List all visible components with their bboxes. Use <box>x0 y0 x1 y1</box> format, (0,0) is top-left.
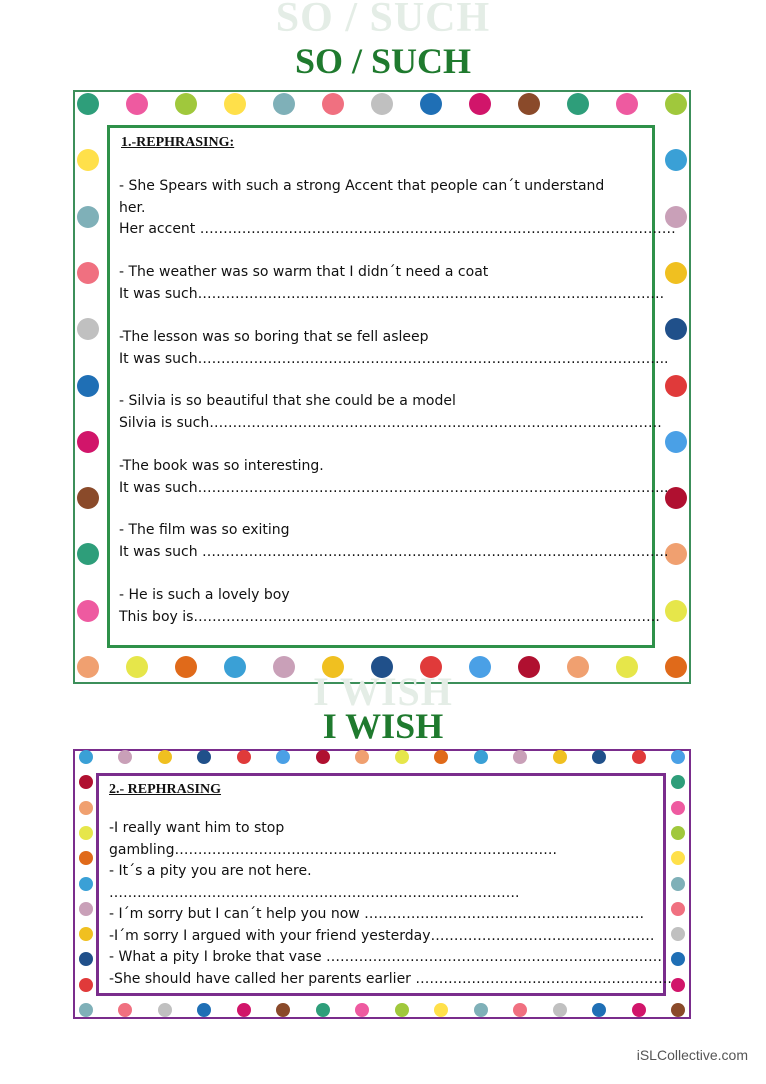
decorative-dot <box>79 801 93 815</box>
section-title-rephrasing-1: 1.-REPHRASING: <box>121 135 235 150</box>
exercise-line: - Silvia is so beautiful that she could be a model <box>119 393 456 409</box>
answer-line: It was such……………………………………………………………………………………….. <box>119 480 669 496</box>
decorative-dot <box>395 750 409 764</box>
decorative-dot <box>518 93 540 115</box>
exercise-line: - I´m sorry but I can´t help you now …………………………………………………… <box>109 906 645 922</box>
decorative-dot <box>474 1003 488 1017</box>
decorative-dot <box>322 93 344 115</box>
decorative-dot <box>592 750 606 764</box>
decorative-dot <box>592 1003 606 1017</box>
decorative-dot <box>665 375 687 397</box>
decorative-dot <box>671 902 685 916</box>
answer-line: gambling………………………………………………………………………. <box>109 842 557 858</box>
page-title-i-wish: I WISH <box>322 706 444 746</box>
decorative-dot <box>79 877 93 891</box>
decorative-dot <box>79 902 93 916</box>
exercise-line: - The weather was so warm that I didn´t need a coat <box>119 264 489 280</box>
decorative-dot <box>237 750 251 764</box>
decorative-dot <box>79 978 93 992</box>
exercise-line: - He is such a lovely boy <box>119 587 290 603</box>
decorative-dot <box>632 750 646 764</box>
decorative-dot <box>77 375 99 397</box>
decorative-dot <box>316 750 330 764</box>
answer-line: Her accent ………………………………………………………………………………………… <box>119 221 676 237</box>
exercise-line: -The book was so interesting. <box>119 458 324 474</box>
decorative-dot <box>77 600 99 622</box>
decorative-dot <box>474 750 488 764</box>
decorative-dot <box>79 826 93 840</box>
decorative-dot <box>671 826 685 840</box>
decorative-dot <box>469 93 491 115</box>
decorative-dot <box>77 431 99 453</box>
watermark-text: iSLCollective.com <box>636 1047 748 1063</box>
decorative-dot <box>671 750 685 764</box>
exercise-box-rephrasing-1 <box>107 125 655 648</box>
decorative-dot <box>420 93 442 115</box>
ghost-title-so-such: SO / SUCH <box>275 0 491 41</box>
decorative-dot <box>79 927 93 941</box>
decorative-dot <box>665 262 687 284</box>
exercise-line: - What a pity I broke that vase ……………………………………………………………… <box>109 949 663 965</box>
decorative-dot <box>567 93 589 115</box>
page-title-so-such: SO / SUCH <box>294 41 472 81</box>
decorative-dot <box>77 487 99 509</box>
exercise-line: -The lesson was so boring that se fell asleep <box>119 329 429 345</box>
answer-line: It was such………………………………………………………………………………………. <box>119 286 665 302</box>
decorative-dot <box>671 927 685 941</box>
decorative-dot <box>632 1003 646 1017</box>
decorative-dot <box>616 93 638 115</box>
decorative-dot <box>77 206 99 228</box>
decorative-dot <box>665 431 687 453</box>
exercise-line: her. <box>119 200 146 216</box>
decorative-dot <box>224 93 246 115</box>
answer-line: It was such ………………………………………………………………………………………. <box>119 544 669 560</box>
section-title-rephrasing-2: 2.- REPHRASING <box>109 782 222 797</box>
decorative-dot <box>671 877 685 891</box>
decorative-dot <box>158 1003 172 1017</box>
decorative-dot <box>126 93 148 115</box>
decorative-dot <box>671 1003 685 1017</box>
decorative-dot <box>158 750 172 764</box>
exercise-line: -I really want him to stop <box>109 820 285 836</box>
decorative-dot <box>79 750 93 764</box>
decorative-dot <box>79 1003 93 1017</box>
decorative-dot <box>371 93 393 115</box>
exercise-line: - It´s a pity you are not here. <box>109 863 312 879</box>
exercise-line: -I´m sorry I argued with your friend yesterday………………………………………… <box>109 928 655 944</box>
decorative-dot <box>316 1003 330 1017</box>
answer-line: It was such……………………………………………………………………………………….. <box>119 351 669 367</box>
answer-line: ……………………………………………………………………………. <box>109 885 520 901</box>
exercise-line: - The film was so exiting <box>119 522 290 538</box>
answer-line: Silvia is such……………………………………………………………………………………. <box>119 415 662 431</box>
answer-line: This boy is………………………………………………………………………………………. <box>119 609 660 625</box>
decorative-dot <box>273 93 295 115</box>
exercise-line: -She should have called her parents earlier ………………………………………………. <box>109 971 672 987</box>
decorative-dot <box>77 93 99 115</box>
decorative-dot <box>671 801 685 815</box>
ghost-title-i-wish: I WISH <box>313 669 453 714</box>
decorative-dot <box>395 1003 409 1017</box>
decorative-dot <box>77 262 99 284</box>
decorative-dot <box>665 93 687 115</box>
decorative-dot <box>175 93 197 115</box>
decorative-dot <box>671 978 685 992</box>
exercise-line: - She Spears with such a strong Accent that people can´t understand <box>119 178 605 194</box>
decorative-dot <box>553 750 567 764</box>
decorative-dot <box>553 1003 567 1017</box>
decorative-dot <box>237 1003 251 1017</box>
decorative-dot <box>665 600 687 622</box>
